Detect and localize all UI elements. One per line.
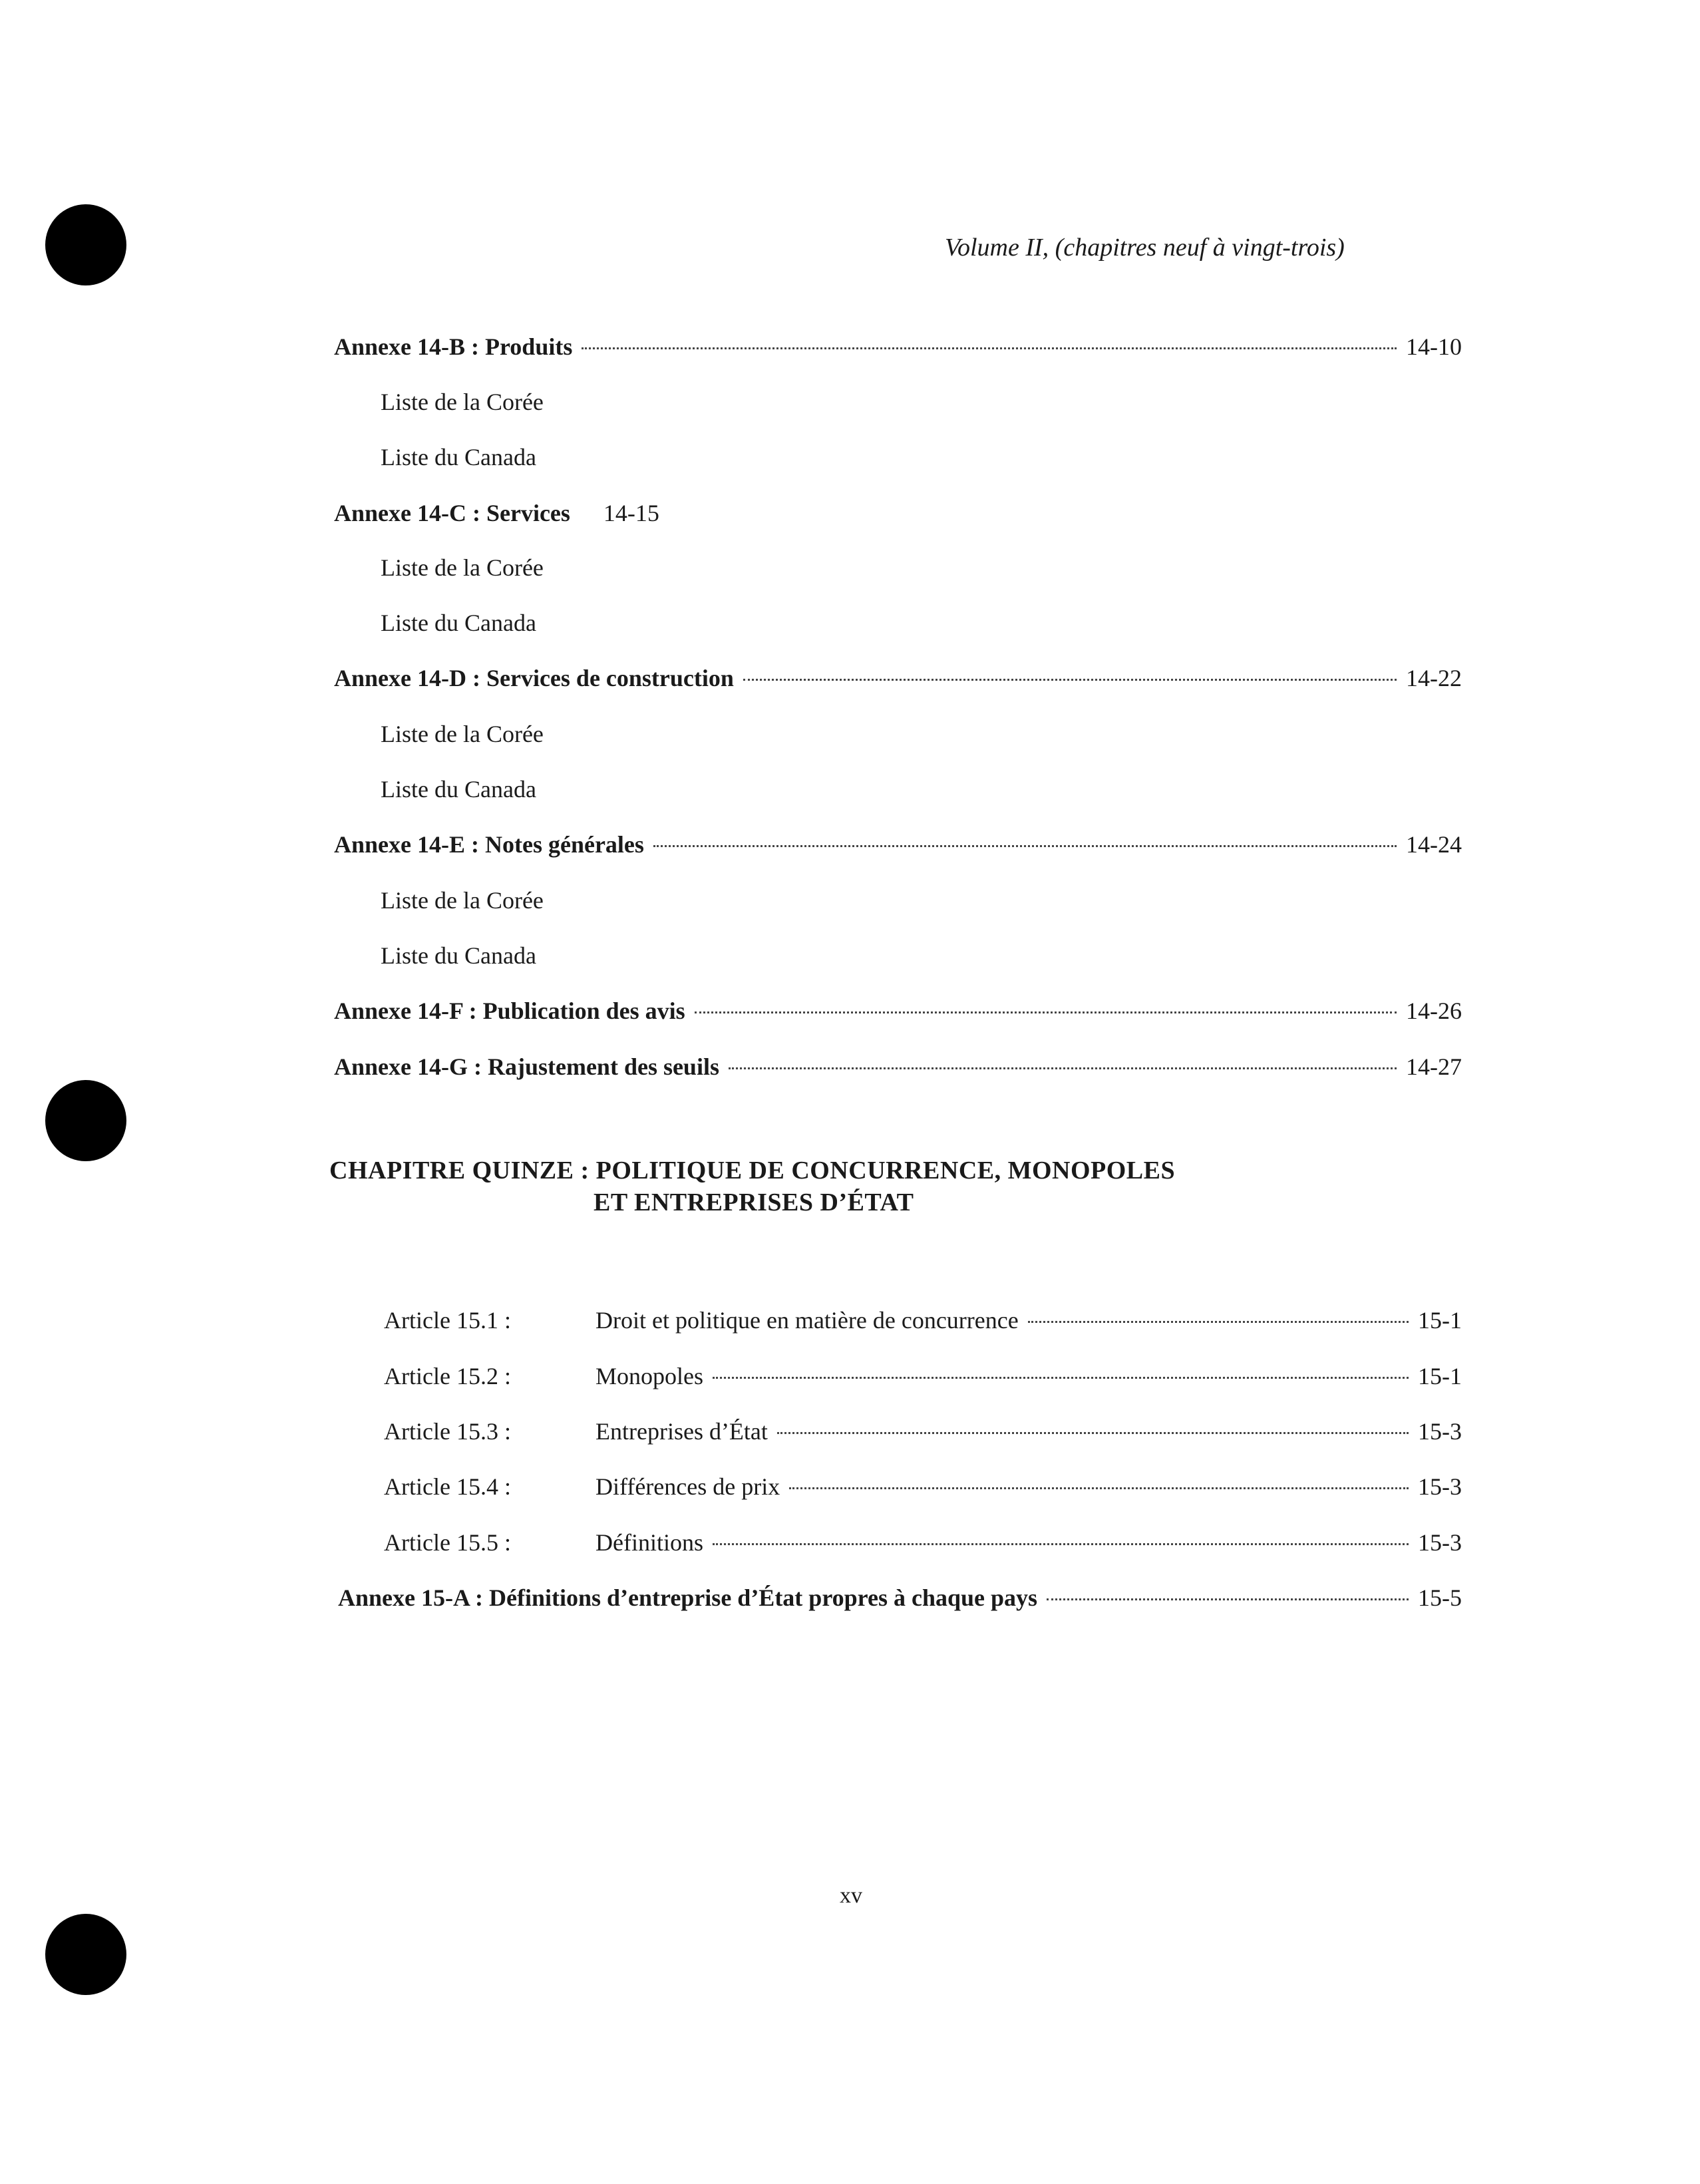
toc-entry-annex-14-e (334, 830, 1462, 859)
chapter-heading-line1: CHAPITRE QUINZE : POLITIQUE DE CONCURRENCE, MONOPOLES (329, 1157, 1176, 1184)
article-page: 15-1 (1418, 1363, 1462, 1389)
toc-entry-annex-15-a (338, 1584, 1462, 1612)
entry-label: Liste du Canada (381, 444, 536, 470)
entry-label: Annexe 14-D : Services de construction (334, 665, 734, 691)
toc-entry-annex-14-f (334, 997, 1462, 1025)
toc-subentry (381, 942, 536, 970)
entry-label: Annexe 14-F : Publication des avis (334, 998, 685, 1024)
toc-subentry (381, 775, 536, 804)
chapter-heading-line2: ET ENTREPRISES D’ÉTAT (594, 1188, 914, 1216)
article-title: Droit et politique en matière de concurrence (595, 1307, 1019, 1334)
entry-label: Liste de la Corée (381, 721, 544, 747)
toc-article-15-1 (384, 1306, 1462, 1335)
entry-label: Liste du Canada (381, 776, 536, 803)
entry-label: Annexe 15-A : Définitions d’entreprise d’État propres à chaque pays (338, 1584, 1038, 1611)
entry-page: 14-26 (1406, 998, 1462, 1024)
entry-label: Liste du Canada (381, 610, 536, 636)
entry-page: 14-27 (1406, 1053, 1462, 1080)
toc-entry-annex-14-b (334, 333, 1462, 361)
entry-page: 14-15 (603, 500, 659, 526)
dot-leader (1028, 1321, 1409, 1323)
chapter-15-heading (329, 1155, 1175, 1218)
dot-leader (729, 1067, 1397, 1069)
entry-label: Liste du Canada (381, 942, 536, 969)
article-number: Article 15.3 : (384, 1418, 511, 1445)
toc-entry-annex-14-c (334, 499, 659, 528)
toc-entry-annex-14-g (334, 1053, 1462, 1081)
entry-page: 14-24 (1406, 831, 1462, 858)
dot-leader (653, 845, 1397, 847)
dot-leader (582, 347, 1397, 349)
entry-label: Liste de la Corée (381, 887, 544, 914)
toc-subentry (381, 886, 544, 915)
toc-subentry (381, 554, 544, 582)
toc-subentry (381, 388, 544, 417)
binder-hole-bottom (45, 1914, 126, 1995)
toc-entry-annex-14-d (334, 664, 1462, 693)
entry-label: Annexe 14-E : Notes générales (334, 831, 644, 858)
dot-leader (777, 1432, 1409, 1434)
binder-hole-top (45, 204, 126, 285)
article-number: Article 15.1 : (384, 1307, 511, 1334)
entry-label: Annexe 14-C : Services (334, 500, 570, 526)
toc-subentry (381, 609, 536, 637)
toc-subentry (381, 720, 544, 749)
article-page: 15-3 (1418, 1529, 1462, 1556)
article-number: Article 15.4 : (384, 1473, 511, 1500)
entry-page: 14-10 (1406, 333, 1462, 360)
toc-article-15-4 (384, 1473, 1462, 1501)
dot-leader (695, 1011, 1397, 1013)
entry-label: Annexe 14-G : Rajustement des seuils (334, 1053, 719, 1080)
toc-subentry (381, 443, 536, 472)
dot-leader (1047, 1598, 1409, 1600)
article-page: 15-3 (1418, 1418, 1462, 1445)
dot-leader (713, 1377, 1409, 1379)
article-title: Monopoles (595, 1363, 703, 1389)
article-title: Différences de prix (595, 1473, 780, 1500)
article-number: Article 15.5 : (384, 1529, 511, 1556)
binder-hole-middle (45, 1080, 126, 1161)
dot-leader (713, 1543, 1409, 1545)
entry-label: Annexe 14-B : Produits (334, 333, 573, 360)
entry-label: Liste de la Corée (381, 389, 544, 415)
article-title: Entreprises d’État (595, 1418, 768, 1445)
entry-page: 15-5 (1418, 1584, 1462, 1611)
toc-article-15-5 (384, 1529, 1462, 1557)
entry-page: 14-22 (1406, 665, 1462, 691)
article-page: 15-1 (1418, 1307, 1462, 1334)
entry-label: Liste de la Corée (381, 554, 544, 581)
toc-article-15-3 (384, 1417, 1462, 1446)
article-number: Article 15.2 : (384, 1363, 511, 1389)
dot-leader (789, 1487, 1409, 1489)
page-number: xv (840, 1883, 862, 1908)
toc-article-15-2 (384, 1362, 1462, 1391)
article-title: Définitions (595, 1529, 703, 1556)
article-page: 15-3 (1418, 1473, 1462, 1500)
running-header: Volume II, (chapitres neuf à vingt-trois) (945, 234, 1345, 262)
dot-leader (743, 679, 1397, 681)
